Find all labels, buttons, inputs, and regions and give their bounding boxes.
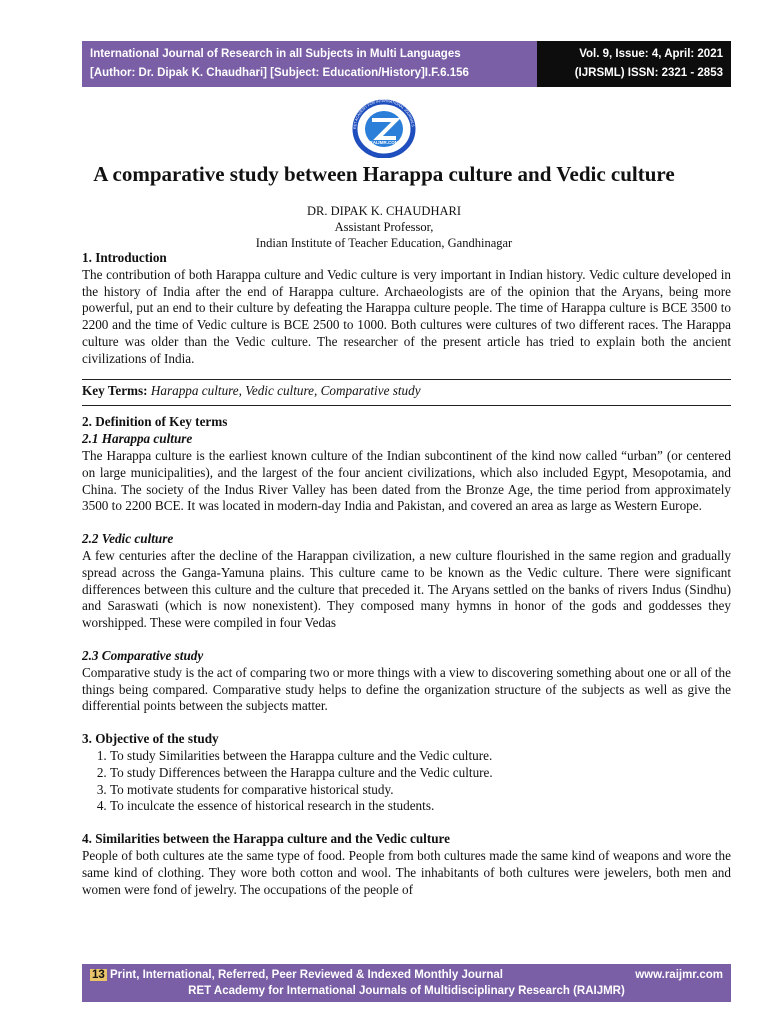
footer-website[interactable]: www.raijmr.com (635, 969, 723, 981)
harappa-body: The Harappa culture is the earliest known culture of the Indian subcontinent of the kind now called “urban” (or centered on large municipalities), and the largest of the four ancient civilizations, which also included Egypt, Mesopotamia, and China. The society of the Indus River Valley has been dated from the Bronze Age, the time period from approximately 3500 to 2200 BCE. It was located in modern-day India and Pakistan, and covered an area as large as Western Europe. (82, 447, 731, 514)
author-subject-line: [Author: Dr. Dipak K. Chaudhari] [Subject: Education/History]I.F.6.156 (90, 67, 469, 79)
list-item: 2. To study Differences between the Harappa culture and the Vedic culture. (110, 765, 731, 782)
header-right-panel (537, 41, 731, 87)
definitions-heading: 2. Definition of Key terms (82, 414, 228, 430)
comparative-heading: 2.3 Comparative study (82, 647, 204, 663)
journal-name: International Journal of Research in all Subjects in Multi Languages (90, 48, 461, 60)
journal-header (82, 41, 731, 87)
paper-title: A comparative study between Harappa culture and Vedic culture (93, 162, 675, 186)
footer-line1: Print, International, Referred, Peer Reviewed & Indexed Monthly Journal (110, 969, 504, 981)
key-terms (82, 380, 731, 406)
page-number: 13 (92, 969, 105, 981)
key-terms-value: Harappa culture, Vedic culture, Comparative study (150, 382, 421, 398)
footer-line2: RET Academy for International Journals of Multidisciplinary Research (RAIJMR) (188, 985, 625, 997)
list-item: 3. To motivate students for comparative historical study. (110, 782, 731, 799)
list-item: 4. To inculcate the essence of historical research in the students. (110, 798, 731, 815)
author-institute: Indian Institute of Teacher Education, Gandhinagar (255, 236, 513, 250)
key-terms-label: Key Terms: (82, 382, 148, 398)
article-body (82, 250, 731, 898)
volume-issue: Vol. 9, Issue: 4, April: 2021 (579, 48, 723, 60)
harappa-heading: 2.1 Harappa culture (82, 431, 193, 447)
logo-ring-text: RET ACADEMY FOR INTERNATIONAL JOURNALS (352, 98, 415, 130)
objectives-heading: 3. Objective of the study (82, 731, 219, 747)
comparative-body: Comparative study is the act of comparing two or more things with a view to discovering something about one or all of the things being compared. Comparative study helps to define the organization structure of the subjects as well as give the differential points between the subjects matter. (82, 664, 731, 714)
logo-text: RAIJMR.COM (369, 140, 399, 145)
header-left-panel (82, 41, 537, 87)
author-block (0, 203, 768, 251)
list-item: 1. To study Similarities between the Harappa culture and the Vedic culture. (110, 748, 731, 765)
issn: (IJRSML) ISSN: 2321 - 2853 (574, 67, 723, 79)
journal-footer (82, 964, 731, 1002)
introduction-body: The contribution of both Harappa culture and Vedic culture is very important in Indian history. Vedic culture developed in the history of India after the end of Harappa culture. Archaeologists are of the opinion that the Aryans, being more powerful, put an end to their culture by defeating the Harappa culture people. The time of Harappa culture is BCE 3500 to 2200 and the time of Vedic culture is BCE 2500 to 1000. Both cultures were cultures of two different races. The Harappa culture was older than the Vedic culture. The researcher of the present article has tried to explain both the ancient civilizations of India. (82, 266, 731, 366)
vedic-heading: 2.2 Vedic culture (82, 531, 174, 547)
footer-line1-wrap (90, 967, 503, 983)
raijmr-logo-icon (342, 96, 426, 158)
similarities-body: People of both cultures ate the same type of food. People from both cultures made the same kind of weapons and wore the same kind of clothing. They wore both cotton and wool. The inhabitants of both cultures were jewelers, both men and women were fond of jewelry. The occupations of the people of (82, 847, 731, 897)
similarities-heading: 4. Similarities between the Harappa culture and the Vedic culture (82, 831, 451, 847)
author-position: Assistant Professor, (334, 220, 434, 234)
vedic-body: A few centuries after the decline of the Harappan civilization, a new culture flourished in the same region and gradually spread across the Ganga-Yamuna plains. This culture came to be known as the Vedic culture. There were significant differences between this culture and the culture that preceded it. The Aryans settled on the banks of rivers Indus (Sindhu) and Saraswati (which is now nonexistent). They composed many hymns in honor of the gods and goddesses they worshipped. These were compiled in four Vedas (82, 547, 731, 631)
author-name: DR. DIPAK K. CHAUDHARI (306, 204, 462, 218)
introduction-heading: 1. Introduction (82, 250, 167, 265)
objectives-list (82, 748, 731, 815)
